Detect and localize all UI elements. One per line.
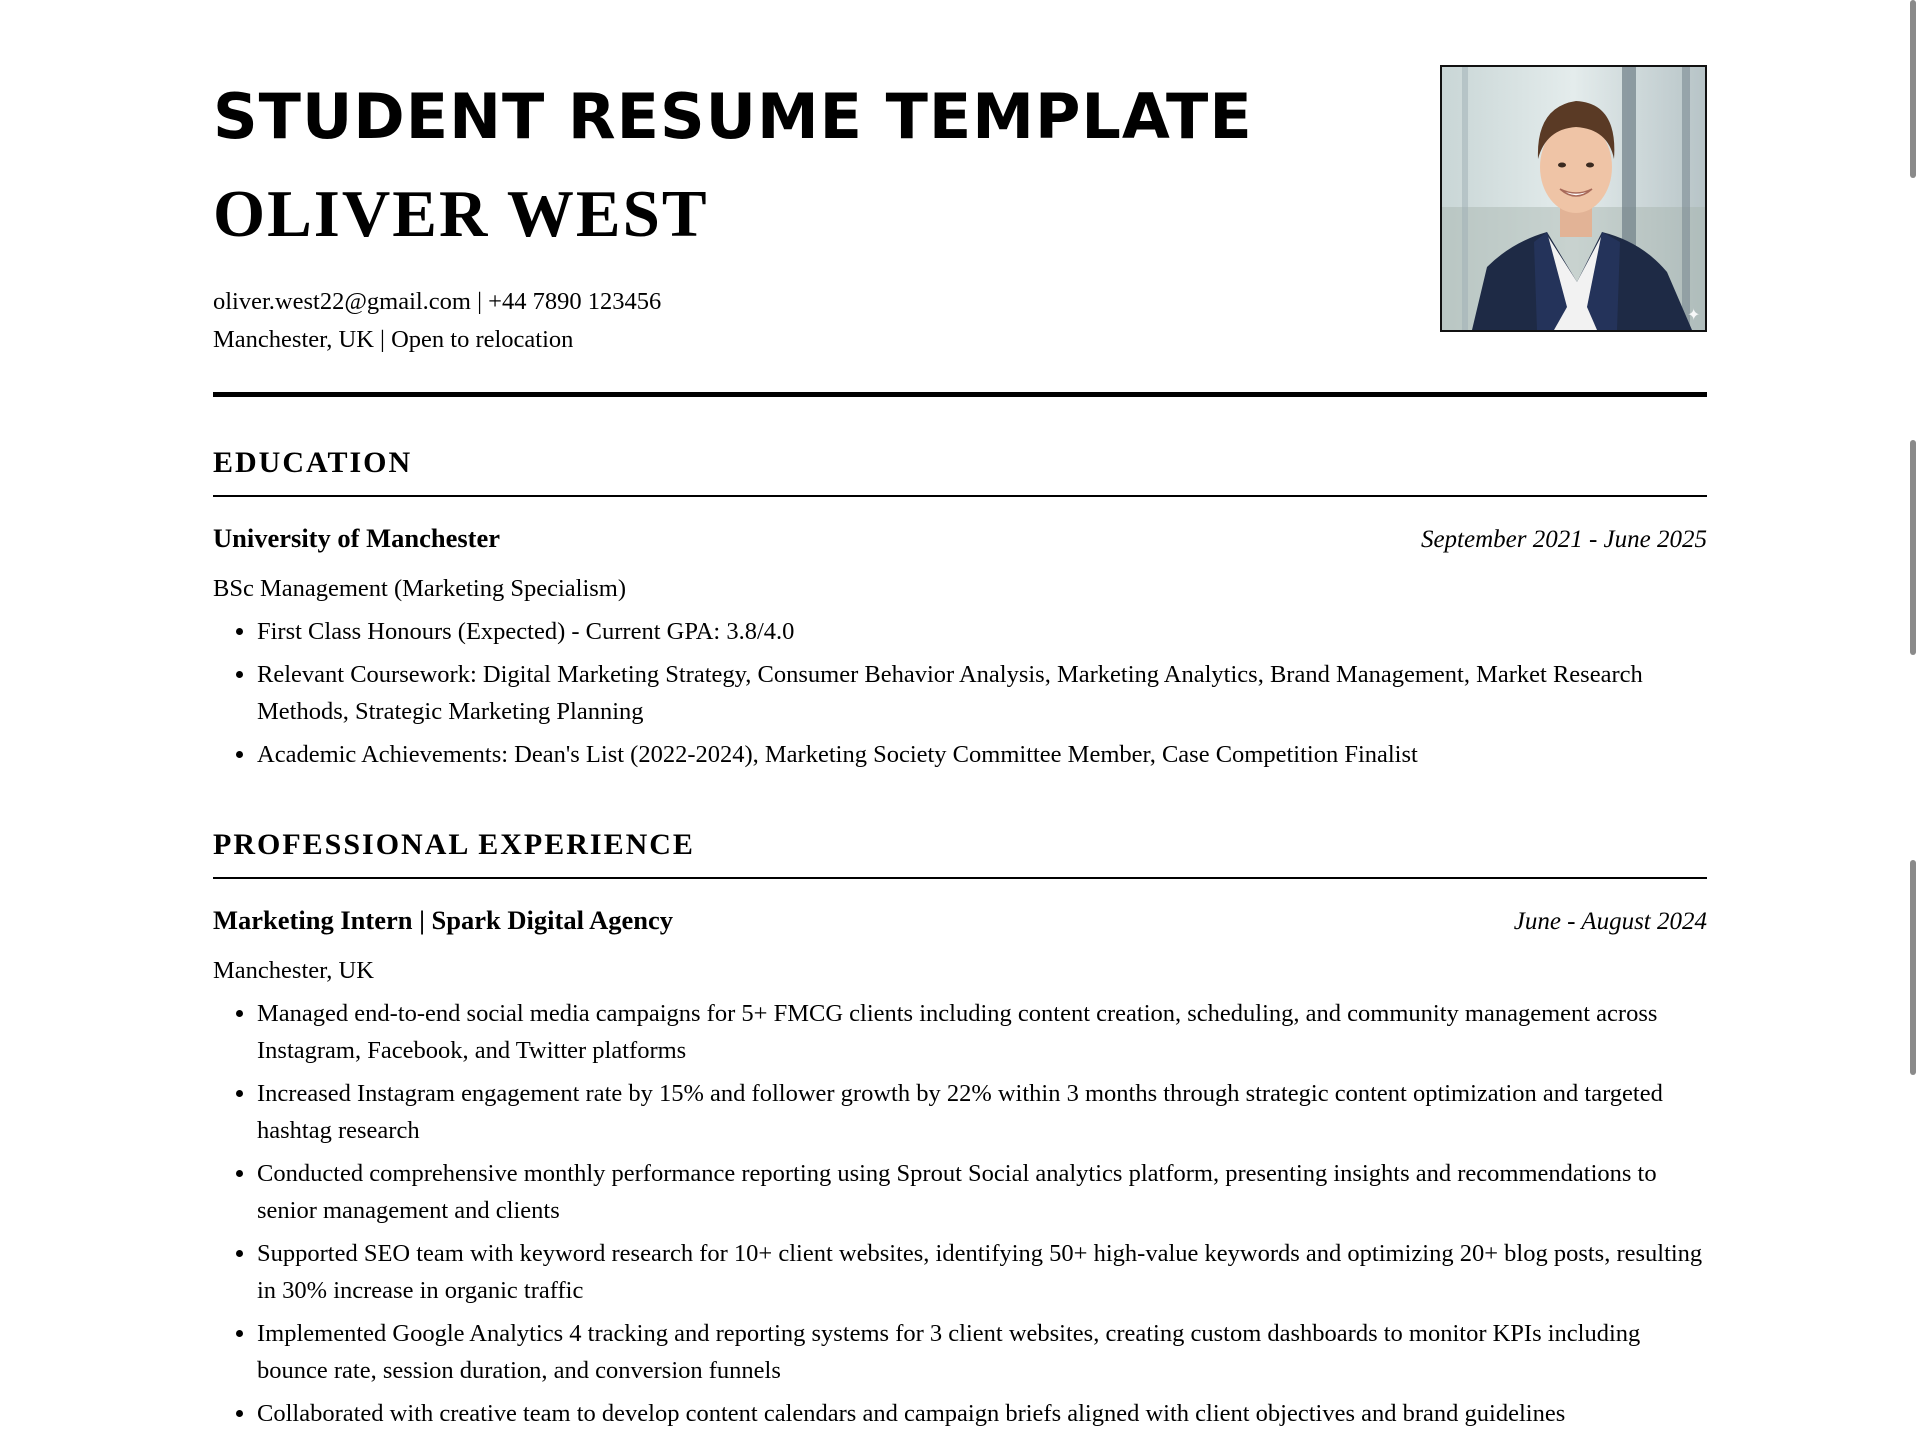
job-location: Manchester, UK	[213, 957, 374, 984]
contact-location: Manchester, UK | Open to relocation	[213, 326, 574, 353]
list-item: • Supported SEO team with keyword research for 10+ client websites, identifying 50+ high-value keywords and optimizing 20+ blog posts, resulting in 30% increase in organic traffic	[257, 1235, 1707, 1309]
list-item: • Academic Achievements: Dean's List (2022-2024), Marketing Society Committee Member, Case Competition Finalist	[257, 736, 1707, 773]
scrollbar[interactable]	[1906, 0, 1920, 1440]
contact-email-phone: oliver.west22@gmail.com | +44 7890 123456	[213, 288, 662, 315]
header-divider	[213, 392, 1707, 397]
list-item: • Relevant Coursework: Digital Marketing Strategy, Consumer Behavior Analysis, Marketing Analytics, Brand Management, Market Research Methods, Strategic Marketing Planning	[257, 656, 1707, 730]
education-entry-header	[213, 523, 1707, 559]
scrollbar-thumb-lower[interactable]	[1910, 860, 1916, 1075]
education-bullet-list	[213, 613, 1707, 773]
experience-dates: June - August 2024	[1513, 908, 1707, 935]
experience-entry-header	[213, 905, 1707, 941]
degree-name: BSc Management (Marketing Specialism)	[213, 575, 626, 602]
sparkle-icon: ✦	[1687, 305, 1701, 324]
education-heading: EDUCATION	[213, 443, 1707, 497]
contact-info	[213, 283, 661, 359]
job-title: Marketing Intern | Spark Digital Agency	[213, 905, 674, 935]
profile-photo	[1440, 65, 1707, 332]
list-item: • Implemented Google Analytics 4 tracking and reporting systems for 3 client websites, creating custom dashboards to monitor KPIs including bounce rate, session duration, and conversion funnels	[257, 1315, 1707, 1389]
education-section	[213, 443, 1707, 779]
list-item: • Conducted comprehensive monthly performance reporting using Sprout Social analytics platform, presenting insights and recommendations to senior management and clients	[257, 1155, 1707, 1229]
experience-section	[213, 825, 1707, 1438]
candidate-name: OLIVER WEST	[213, 177, 709, 251]
experience-heading: PROFESSIONAL EXPERIENCE	[213, 825, 1707, 879]
list-item: • Managed end-to-end social media campaigns for 5+ FMCG clients including content creation, scheduling, and community management across Instagram, Facebook, and Twitter platforms	[257, 995, 1707, 1069]
list-item: • First Class Honours (Expected) - Current GPA: 3.8/4.0	[257, 613, 1707, 650]
scrollbar-thumb-top[interactable]	[1910, 0, 1916, 178]
scrollbar-thumb-middle[interactable]	[1910, 440, 1916, 655]
list-item: • Collaborated with creative team to develop content calendars and campaign briefs aligned with client objectives and brand guidelines	[257, 1395, 1707, 1432]
document-title: STUDENT RESUME TEMPLATE	[213, 80, 1253, 153]
institution-name: University of Manchester	[213, 523, 501, 553]
experience-bullet-list	[213, 995, 1707, 1432]
list-item: • Increased Instagram engagement rate by 15% and follower growth by 22% within 3 months through strategic content optimization and targeted hashtag research	[257, 1075, 1707, 1149]
education-dates: September 2021 - June 2025	[1420, 526, 1707, 553]
